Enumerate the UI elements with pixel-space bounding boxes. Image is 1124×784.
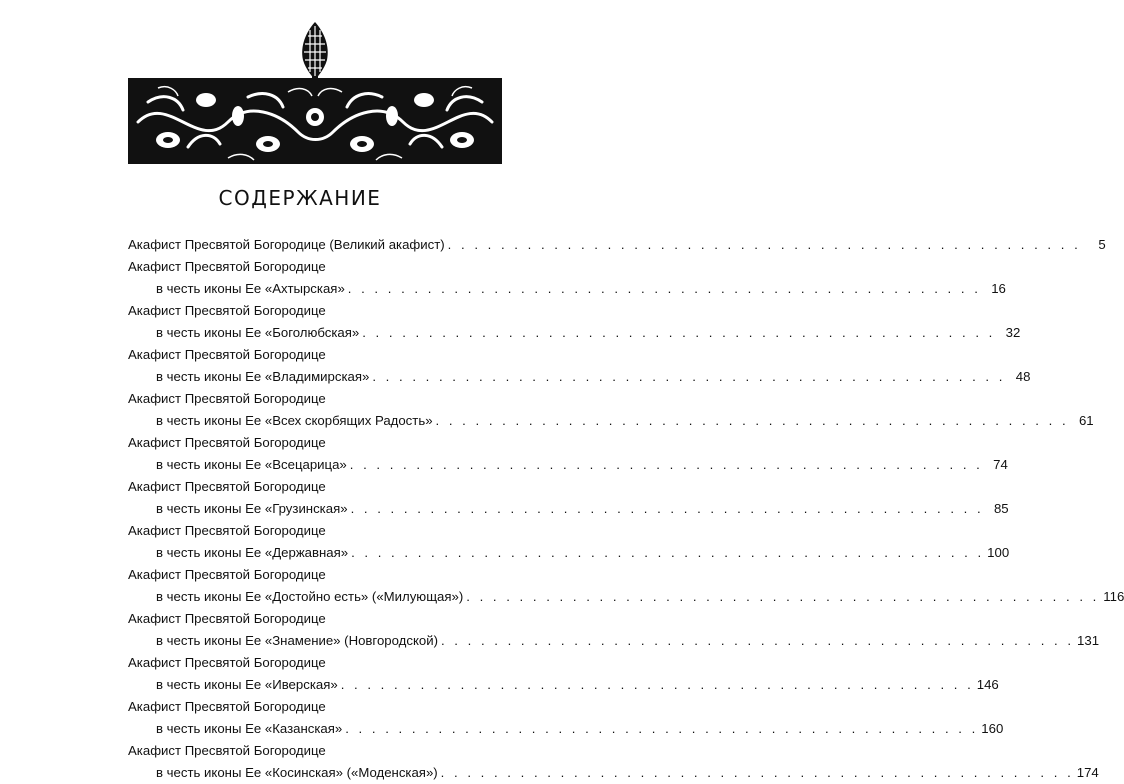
leader-dots: . . . . . . . . . . . . . . . . . . . . . . . . . . . . . . . . . . . . . . . . . . . . . . . . <box>440 765 1074 780</box>
entry-title: Акафист Пресвятой Богородице <box>128 611 326 626</box>
list-item <box>128 608 508 630</box>
list-item <box>128 256 508 278</box>
list-item <box>128 696 508 718</box>
list-item <box>128 630 1100 652</box>
entry-title: в честь иконы Ее «Державная» <box>156 545 349 560</box>
leader-dots: . . . . . . . . . . . . . . . . . . . . . . . . . . . . . . . . . . . . . . . . . . . . . . . . <box>447 237 1081 252</box>
page-number: 131 <box>1077 633 1100 648</box>
list-item <box>128 498 1009 520</box>
entry-title: в честь иконы Ее «Всех скорбящих Радость» <box>156 413 433 428</box>
list-item <box>128 586 1124 608</box>
page-number: 32 <box>1005 325 1021 340</box>
list-item <box>128 410 1094 432</box>
page-number: 61 <box>1078 413 1094 428</box>
list-item <box>128 674 999 696</box>
list-item <box>128 366 1031 388</box>
list-item <box>128 718 1004 740</box>
entry-title: в честь иконы Ее «Всецарица» <box>156 457 347 472</box>
floral-ornament-icon <box>128 22 502 164</box>
list-item <box>128 740 508 762</box>
list-item <box>128 564 508 586</box>
list-item <box>128 344 508 366</box>
entry-title: Акафист Пресвятой Богородице <box>128 303 326 318</box>
entry-title: Акафист Пресвятой Богородице <box>128 655 326 670</box>
leader-dots: . . . . . . . . . . . . . . . . . . . . . . . . . . . . . . . . . . . . . . . . . . . . . . . . <box>351 545 985 560</box>
page-title: СОДЕРЖАНИЕ <box>218 186 382 210</box>
leader-dots: . . . . . . . . . . . . . . . . . . . . . . . . . . . . . . . . . . . . . . . . . . . . . . . . <box>466 589 1100 604</box>
list-item <box>128 300 508 322</box>
leader-dots: . . . . . . . . . . . . . . . . . . . . . . . . . . . . . . . . . . . . . . . . . . . . . . . . <box>350 501 984 516</box>
entry-title: Акафист Пресвятой Богородице <box>128 391 326 406</box>
entry-title: Акафист Пресвятой Богородице (Великий акафист) <box>128 237 445 252</box>
entry-title: Акафист Пресвятой Богородице <box>128 699 326 714</box>
list-item <box>128 322 1021 344</box>
page-number: 85 <box>993 501 1009 516</box>
page-number: 48 <box>1015 369 1031 384</box>
leader-dots: . . . . . . . . . . . . . . . . . . . . . . . . . . . . . . . . . . . . . . . . . . . . . . . . <box>345 721 979 736</box>
table-of-contents <box>128 234 1124 784</box>
entry-title: Акафист Пресвятой Богородице <box>128 435 326 450</box>
page-number: 5 <box>1098 237 1106 252</box>
page-number: 74 <box>993 457 1008 472</box>
list-item <box>128 542 1010 564</box>
entry-title: в честь иконы Ее «Владимирская» <box>156 369 370 384</box>
list-item <box>128 432 508 454</box>
page-number: 116 <box>1103 589 1124 604</box>
page-number: 16 <box>991 281 1006 296</box>
entry-title: Акафист Пресвятой Богородице <box>128 479 326 494</box>
entry-title: Акафист Пресвятой Богородице <box>128 567 326 582</box>
page-number: 146 <box>976 677 999 692</box>
list-item <box>128 234 1106 256</box>
leader-dots: . . . . . . . . . . . . . . . . . . . . . . . . . . . . . . . . . . . . . . . . . . . . . . . . <box>347 281 981 296</box>
entry-title: в честь иконы Ее «Знамение» (Новгородской) <box>156 633 438 648</box>
list-item <box>128 278 1006 300</box>
page-number: 174 <box>1076 765 1099 780</box>
entry-title: в честь иконы Ее «Иверская» <box>156 677 338 692</box>
leader-dots: . . . . . . . . . . . . . . . . . . . . . . . . . . . . . . . . . . . . . . . . . . . . . . . . <box>372 369 1006 384</box>
leader-dots: . . . . . . . . . . . . . . . . . . . . . . . . . . . . . . . . . . . . . . . . . . . . . . . . <box>349 457 983 472</box>
list-item <box>128 762 1099 784</box>
page-number: 160 <box>981 721 1004 736</box>
entry-title: в честь иконы Ее «Казанская» <box>156 721 343 736</box>
entry-title: Акафист Пресвятой Богородице <box>128 743 326 758</box>
list-item <box>128 388 508 410</box>
entry-title: Акафист Пресвятой Богородице <box>128 259 326 274</box>
list-item <box>128 454 1008 476</box>
leader-dots: . . . . . . . . . . . . . . . . . . . . . . . . . . . . . . . . . . . . . . . . . . . . . . . . <box>440 633 1075 648</box>
entry-title: в честь иконы Ее «Ахтырская» <box>156 281 345 296</box>
leader-dots: . . . . . . . . . . . . . . . . . . . . . . . . . . . . . . . . . . . . . . . . . . . . . . . . <box>435 413 1069 428</box>
page-number: 100 <box>987 545 1010 560</box>
entry-title: Акафист Пресвятой Богородице <box>128 523 326 538</box>
list-item <box>128 476 508 498</box>
entry-title: Акафист Пресвятой Богородице <box>128 347 326 362</box>
list-item <box>128 520 508 542</box>
entry-title: в честь иконы Ее «Боголюбская» <box>156 325 360 340</box>
entry-title: в честь иконы Ее «Грузинская» <box>156 501 348 516</box>
entry-title: в честь иконы Ее «Косинская» («Моденская») <box>156 765 438 780</box>
leader-dots: . . . . . . . . . . . . . . . . . . . . . . . . . . . . . . . . . . . . . . . . . . . . . . . . <box>340 677 974 692</box>
list-item <box>128 652 508 674</box>
entry-title: в честь иконы Ее «Достойно есть» («Милующая») <box>156 589 464 604</box>
leader-dots: . . . . . . . . . . . . . . . . . . . . . . . . . . . . . . . . . . . . . . . . . . . . . . . . <box>362 325 996 340</box>
